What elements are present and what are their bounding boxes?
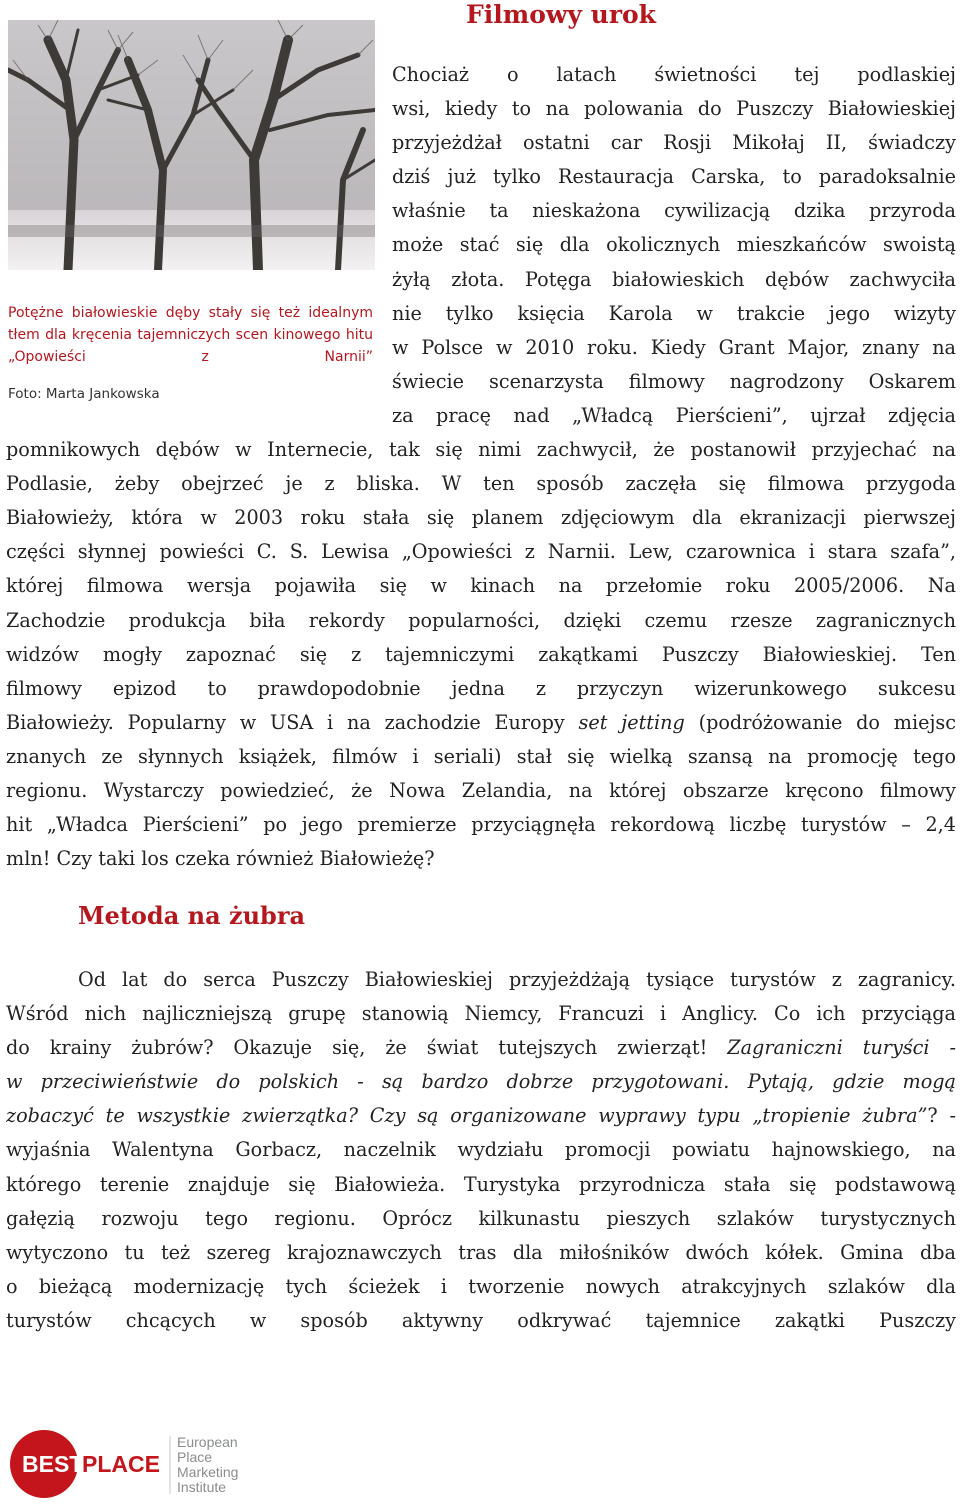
italic-quote: zobaczyć te wszystkie zwierzątka? Czy są organizowane wyprawy typu „tropienie żubra” [6,1104,928,1128]
text-line: filmowy epizod to prawdopodobnie jedna z przyczyn wizerunkowego sukcesu [6,676,956,700]
section1-paragraph [6,58,956,876]
text-line: właśnie ta nieskażona cywilizacją dzika przyroda [392,199,956,223]
text-line: części słynnej powieści C. S. Lewisa „Opowieści z Narnii. Lew, czarownica i stara szafa”, [6,540,956,564]
text-line: Białowieży, która w 2003 roku stała się planem zdjęciowym dla ekranizacji pierwszej [6,506,956,530]
logo-best: BEST [22,1451,84,1477]
text-line: może stać się dla okolicznych mieszkańców swoistą [392,233,956,257]
text-line: wsi, kiedy to na polowania do Puszczy Białowieskiej [392,97,956,121]
text-line: hit „Władca Pierścieni” po jego premierze przyciągnęła rekordową liczbę turystów – 2,4 [6,813,956,837]
italic-term: set jetting [578,710,685,734]
logo-institute-line: European [177,1434,238,1450]
text-line: mln! Czy taki los czeka również Białowieżę? [6,847,435,871]
section2-paragraph [6,963,956,1338]
text-line: dziś już tylko Restauracja Carska, to paradoksalnie [392,165,956,189]
text-segment: ? - [927,1104,956,1128]
section-title-metoda-na-zubra: Metoda na żubra [78,901,306,930]
logo-institute-line: Marketing [177,1464,239,1480]
text-line: Zachodzie produkcja biła rekordy popularności, dzięki czemu rzesze zagranicznych [6,608,956,632]
text-line: widzów mogły zapoznać się z tajemniczymi zakątkami Puszczy Białowieskiej. Ten [6,642,956,666]
text-line [6,1065,956,1099]
text-line: której filmowa wersja pojawiła się w kinach na przełomie roku 2005/2006. Na [6,574,956,598]
text-line: za pracę nad „Władcą Pierścieni”, ujrzał zdjęcia [392,403,956,427]
best-place-logo [8,1428,248,1500]
text-line: przyjeżdżał ostatni car Rosji Mikołaj II, świadczy [392,131,956,155]
photo-credit: Foto: Marta Jankowska [8,386,160,402]
text-line: Wśród nich najliczniejszą grupę stanowią Niemcy, Francuzi i Anglicy. Co ich przyciąga [6,1002,956,1026]
text-line: regionu. Wystarczy powiedzieć, że Nowa Zelandia, na której obszarze kręcono filmowy [6,778,956,802]
text-segment: (podróżowanie do miejsc [684,710,956,734]
section-title-filmowy-urok: Filmowy urok [466,0,656,29]
text-line: świecie scenarzysta filmowy nagrodzony Oskarem [392,369,956,393]
text-line: gałęzią rozwoju tego regionu. Oprócz kilkunastu pieszych szlaków turystycznych [6,1206,956,1230]
text-line: turystów chcących w sposób aktywny odkrywać tajemnice zakątki Puszczy [6,1308,956,1332]
text-line [6,1099,956,1133]
logo-institute-line: Place [177,1449,213,1465]
text-line: nie tylko księcia Karola w trakcie jego wizyty [392,301,956,325]
text-segment: do krainy żubrów? Okazuje się, że świat tutejszych zwierząt! [6,1036,728,1060]
text-line: w Polsce w 2010 roku. Kiedy Grant Major, znany na [392,335,956,359]
text-line: o bieżącą modernizację tych ścieżek i tworzenie nowych atrakcyjnych szlaków dla [6,1274,956,1298]
text-line: żyłą złota. Potęga białowieskich dębów zachwyciła [392,267,956,291]
text-line: wyjaśnia Walentyna Gorbacz, naczelnik wydziału promocji powiatu hajnowskiego, na [6,1138,956,1162]
logo-place: PLACE [82,1451,160,1477]
text-line [6,1031,956,1065]
italic-quote: w przeciwieństwie do polskich - są bardzo dobrze przygotowani. Pytają, gdzie mogą [6,1070,956,1094]
text-line [6,706,956,740]
text-segment: Białowieży. Popularny w USA i na zachodzie Europy [6,710,579,734]
text-line: Od lat do serca Puszczy Białowieskiej przyjeżdżają tysiące turystów z zagranicy. [78,968,956,991]
italic-quote: Zagraniczni turyści - [727,1036,956,1060]
text-line: Chociaż o latach świetności tej podlaskiej [392,63,956,86]
logo-institute-line: Institute [177,1479,227,1495]
text-line: Podlasie, żeby obejrzeć je z bliska. W ten sposób zaczęła się filmowa przygoda [6,472,956,496]
photo-caption: Potężne białowieskie dęby stały się też idealnym tłem dla kręcenia tajemniczych scen kinowego hitu „Opowieści z Narnii” [8,305,373,365]
text-line: wytyczono tu też szereg krajoznawczych tras dla miłośników dwóch kółek. Gmina dba [6,1240,956,1264]
text-line: pomnikowych dębów w Internecie, tak się nimi zachwycił, że postanowił przyjechać na [6,438,956,462]
text-line: którego terenie znajduje się Białowieża. Turystyka przyrodnicza stała się podstawową [6,1172,956,1196]
text-line: znanych ze słynnych książek, filmów i seriali) stał się wielką szansą na promocję tego [6,744,956,768]
